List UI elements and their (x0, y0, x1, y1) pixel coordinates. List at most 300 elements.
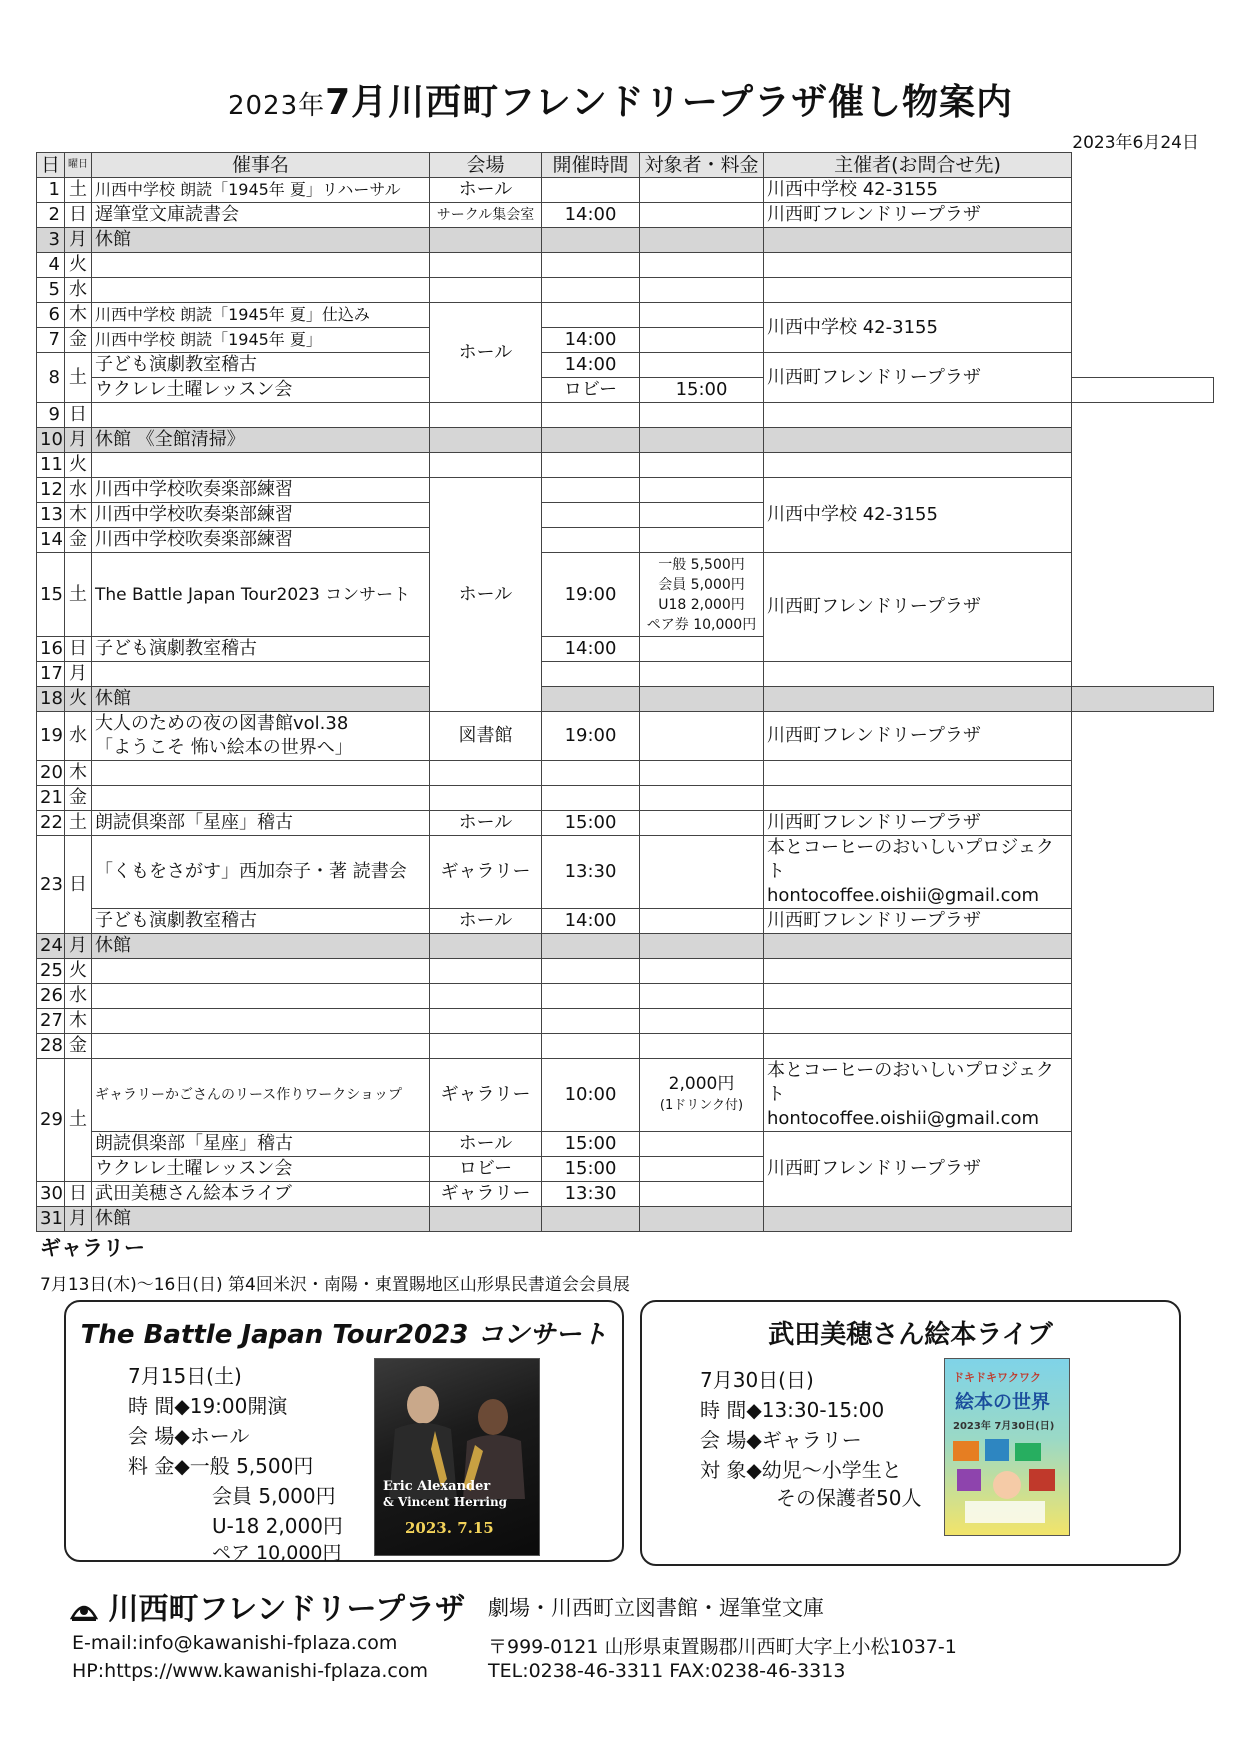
plaza-logo-icon (70, 1596, 98, 1622)
fee-u18: U18 2,000円 (658, 596, 745, 613)
day-cell: 5 (37, 278, 65, 303)
day-cell: 7 (37, 328, 65, 353)
table-header-row (37, 153, 1214, 178)
organizer-cell (764, 1009, 1072, 1034)
venue-cell (430, 253, 542, 278)
day-cell: 2 (37, 203, 65, 228)
venue-cell: ロビー (542, 378, 640, 403)
target-cell (640, 528, 764, 553)
event-cell (92, 1009, 430, 1034)
venue-cell: サークル集会室 (430, 203, 542, 228)
fee-member: 会員 5,000円 (658, 576, 745, 593)
table-row (37, 959, 1214, 984)
event-cell (92, 1034, 430, 1059)
day-cell: 19 (37, 712, 65, 761)
concert-fee-pair: ペア 10,000円 (212, 1542, 342, 1564)
event-line: 大人のための夜の図書館vol.38 (95, 713, 349, 734)
dow-cell: 金 (65, 786, 92, 811)
dow-cell: 水 (65, 712, 92, 761)
dow-cell: 金 (65, 528, 92, 553)
table-row (37, 909, 1214, 934)
target-cell (640, 1157, 764, 1182)
venue-text: ホール (458, 341, 513, 363)
table-row (37, 1059, 1214, 1132)
table-row (37, 1009, 1214, 1034)
day-cell: 22 (37, 811, 65, 836)
dow-cell: 月 (65, 428, 92, 453)
day-cell: 21 (37, 786, 65, 811)
target-cell (640, 1132, 764, 1157)
dow-cell: 月 (65, 1207, 92, 1232)
title-text: 7月川西町フレンドリープラザ催し物案内 (325, 82, 1014, 123)
footer-phone: TEL:0238-46-3311 FAX:0238-46-3313 (488, 1660, 846, 1682)
target-cell (640, 503, 764, 528)
time-cell: 13:30 (542, 836, 640, 909)
event-cell: 休館 (92, 228, 430, 253)
poster-subtitle: ドキドキワクワク (953, 1371, 1041, 1384)
time-cell (542, 503, 640, 528)
dow-cell: 日 (65, 637, 92, 662)
table-row (37, 178, 1214, 203)
time-cell: 14:00 (542, 637, 640, 662)
fee-pair: ペア券 10,000円 (646, 616, 757, 633)
fee-general: 一般 5,500円 (658, 556, 745, 573)
concert-title: The Battle Japan Tour2023 コンサート (80, 1320, 608, 1350)
time-cell: 14:00 (542, 909, 640, 934)
dow-cell: 水 (65, 984, 92, 1009)
organizer-cell (764, 1207, 1072, 1232)
target-cell (640, 478, 764, 503)
poster-title: 絵本の世界 (955, 1391, 1051, 1413)
day-cell: 1 (37, 178, 65, 203)
organizer-cell: 川西町フレンドリープラザ (764, 1132, 1072, 1207)
table-row (37, 761, 1214, 786)
dow-cell: 火 (65, 959, 92, 984)
event-cell (92, 959, 430, 984)
organizer-cell (764, 453, 1072, 478)
day-cell: 9 (37, 403, 65, 428)
venue-cell: ギャラリー (430, 836, 542, 909)
time-cell (542, 934, 640, 959)
target-cell (640, 1034, 764, 1059)
dow-cell: 月 (65, 228, 92, 253)
footer-brand (70, 1584, 465, 1628)
day-cell: 6 (37, 303, 65, 328)
day-cell: 28 (37, 1034, 65, 1059)
table-row (37, 1034, 1214, 1059)
footer-email[interactable]: E-mail:info@kawanishi-fplaza.com (72, 1632, 398, 1654)
organizer-cell: 川西中学校 42-3155 (764, 303, 1072, 353)
event-cell: ウクレレ土曜レッスン会 (92, 1157, 430, 1182)
venue-cell (430, 959, 542, 984)
organizer-cell (764, 1034, 1072, 1059)
day-cell: 4 (37, 253, 65, 278)
dow-cell: 水 (65, 278, 92, 303)
time-cell (542, 959, 640, 984)
venue-cell (430, 428, 542, 453)
concert-fee-general: 料 金◆一般 5,500円 (128, 1454, 314, 1478)
footer-address: 〒999-0121 山形県東置賜郡川西町大字上小松1037-1 (488, 1636, 957, 1658)
time-cell (542, 278, 640, 303)
event-cell: ギャラリーかごさんのリース作りワークショップ (92, 1059, 430, 1132)
time-cell (542, 528, 640, 553)
time-cell (542, 478, 640, 503)
picturebook-info-box (640, 1300, 1181, 1566)
event-cell (92, 761, 430, 786)
day-cell: 12 (37, 478, 65, 503)
day-cell: 17 (37, 662, 65, 687)
venue-cell: ホール (430, 478, 542, 712)
organizer-cell (764, 228, 1072, 253)
day-cell: 16 (37, 637, 65, 662)
venue-cell: 図書館 (430, 712, 542, 761)
organizer-name: 本とコーヒーのおいしいプロジェクト (767, 1060, 1054, 1105)
event-cell (92, 662, 430, 687)
dow-cell: 火 (65, 453, 92, 478)
venue-cell: ロビー (430, 1157, 542, 1182)
target-cell (640, 1059, 764, 1132)
day-cell: 10 (37, 428, 65, 453)
target-cell (640, 836, 764, 909)
header-organizer: 主催者(お問合せ先) (764, 153, 1072, 178)
concert-fee-member: 会員 5,000円 (212, 1484, 336, 1508)
table-row (37, 934, 1214, 959)
event-cell: 遅筆堂文庫読書会 (92, 203, 430, 228)
event-cell (92, 278, 430, 303)
table-row (37, 303, 1214, 328)
event-cell: 武田美穂さん絵本ライブ (92, 1182, 430, 1207)
day-cell: 14 (37, 528, 65, 553)
organizer-cell (764, 428, 1072, 453)
dow-cell: 日 (65, 836, 92, 934)
dow-cell: 金 (65, 1034, 92, 1059)
time-cell: 15:00 (542, 1132, 640, 1157)
fee-amount: 2,000円 (668, 1074, 735, 1094)
dow-cell: 月 (65, 934, 92, 959)
dow-cell: 土 (65, 811, 92, 836)
day-cell: 11 (37, 453, 65, 478)
event-cell: 休館 (92, 934, 430, 959)
organizer-cell (764, 934, 1072, 959)
time-cell (542, 1009, 640, 1034)
footer-homepage[interactable]: HP:https://www.kawanishi-fplaza.com (72, 1660, 428, 1682)
table-row (37, 1207, 1214, 1232)
target-cell (1072, 378, 1214, 403)
venue-cell (430, 984, 542, 1009)
organizer-cell (764, 253, 1072, 278)
target-cell (764, 687, 1072, 712)
concert-time: 時 間◆19:00開演 (128, 1394, 288, 1418)
venue-cell (542, 687, 640, 712)
concert-poster-image (374, 1358, 540, 1556)
footer-name: 川西町フレンドリープラザ (108, 1592, 466, 1627)
venue-cell: ホール (430, 1132, 542, 1157)
event-cell: 川西中学校 朗読「1945年 夏」リハーサル (92, 178, 430, 203)
venue-cell (430, 303, 542, 403)
target-cell (640, 1182, 764, 1207)
venue-cell: ギャラリー (430, 1182, 542, 1207)
organizer-cell: 川西町フレンドリープラザ (764, 811, 1072, 836)
target-cell (640, 303, 764, 328)
time-cell: 19:00 (542, 553, 640, 637)
table-row (37, 811, 1214, 836)
header-time: 開催時間 (542, 153, 640, 178)
target-cell (640, 203, 764, 228)
table-row (37, 403, 1214, 428)
time-cell (640, 687, 764, 712)
book-illustrations (945, 1435, 1069, 1535)
organizer-name: 本とコーヒーのおいしいプロジェクト (767, 837, 1054, 882)
time-cell: 14:00 (542, 353, 640, 378)
day-cell: 24 (37, 934, 65, 959)
venue-cell: ギャラリー (430, 1059, 542, 1132)
day-cell: 15 (37, 553, 65, 637)
venue-cell: ホール (430, 909, 542, 934)
event-cell: 休館 (92, 1207, 430, 1232)
event-cell (92, 712, 430, 761)
poster-performer-1: Eric Alexander (383, 1479, 491, 1494)
dow-cell: 木 (65, 1009, 92, 1034)
organizer-cell (764, 786, 1072, 811)
organizer-cell: 川西町フレンドリープラザ (764, 909, 1072, 934)
time-cell (542, 1034, 640, 1059)
target-cell (640, 353, 764, 378)
concert-fee-u18: U-18 2,000円 (212, 1514, 343, 1538)
organizer-cell: 川西町フレンドリープラザ (764, 353, 1072, 403)
page-title (0, 74, 1241, 125)
target-cell (640, 453, 764, 478)
table-row (37, 553, 1214, 637)
target-cell (640, 934, 764, 959)
table-row (37, 662, 1214, 687)
day-cell: 25 (37, 959, 65, 984)
dow-cell: 土 (65, 353, 92, 403)
time-cell: 19:00 (542, 712, 640, 761)
time-cell: 14:00 (542, 203, 640, 228)
event-cell: 朗読倶楽部「星座」稽古 (92, 811, 430, 836)
time-cell (542, 761, 640, 786)
concert-venue: 会 場◆ホール (128, 1424, 250, 1448)
venue-cell (430, 786, 542, 811)
organizer-cell: 川西町フレンドリープラザ (764, 712, 1072, 761)
time-cell (542, 786, 640, 811)
target-cell (640, 278, 764, 303)
day-cell: 29 (37, 1059, 65, 1182)
picturebook-time: 時 間◆13:30-15:00 (700, 1398, 885, 1422)
event-cell: 川西中学校 朗読「1945年 夏」仕込み (92, 303, 430, 328)
header-dow: 曜日 (65, 153, 92, 178)
day-cell: 13 (37, 503, 65, 528)
day-cell: 20 (37, 761, 65, 786)
poster-performer-2: & Vincent Herring (383, 1495, 508, 1509)
dow-cell: 日 (65, 1182, 92, 1207)
target-cell (640, 228, 764, 253)
fee-note: (1ドリンク付) (659, 1098, 744, 1113)
venue-cell (430, 761, 542, 786)
time-cell (542, 1207, 640, 1232)
event-cell: 子ども演劇教室稽古 (92, 353, 430, 378)
organizer-cell: 川西町フレンドリープラザ (764, 203, 1072, 228)
table-row (37, 353, 1214, 378)
event-cell (92, 453, 430, 478)
event-cell: 川西中学校吹奏楽部練習 (92, 503, 430, 528)
day-cell: 18 (37, 687, 65, 712)
time-cell (542, 428, 640, 453)
dow-cell: 日 (65, 203, 92, 228)
table-row (37, 453, 1214, 478)
venue-cell: ホール (430, 811, 542, 836)
day-cell: 26 (37, 984, 65, 1009)
day-cell: 30 (37, 1182, 65, 1207)
time-cell: 15:00 (542, 1157, 640, 1182)
table-row (37, 1132, 1214, 1157)
venue-cell (430, 278, 542, 303)
target-cell (640, 428, 764, 453)
event-cell: 休館 《全館清掃》 (92, 428, 430, 453)
table-row (37, 836, 1214, 909)
poster-date: 2023. 7.15 (405, 1519, 494, 1537)
target-cell (640, 403, 764, 428)
dow-cell: 土 (65, 178, 92, 203)
day-cell: 3 (37, 228, 65, 253)
concert-date: 7月15日(土) (128, 1364, 242, 1388)
organizer-cell (764, 984, 1072, 1009)
dow-cell: 木 (65, 303, 92, 328)
time-cell: 15:00 (640, 378, 764, 403)
time-cell: 14:00 (542, 328, 640, 353)
dow-cell: 木 (65, 761, 92, 786)
table-row (37, 228, 1214, 253)
time-cell (542, 403, 640, 428)
organizer-cell (764, 1059, 1072, 1132)
footer-facilities: 劇場・川西町立図書館・遅筆堂文庫 (488, 1596, 824, 1620)
target-cell (640, 1009, 764, 1034)
dow-cell: 金 (65, 328, 92, 353)
organizer-cell: 川西町フレンドリープラザ (764, 553, 1072, 662)
dow-cell: 木 (65, 503, 92, 528)
event-cell (92, 786, 430, 811)
target-cell (640, 712, 764, 761)
event-cell: The Battle Japan Tour2023 コンサート (92, 553, 430, 637)
organizer-cell (764, 959, 1072, 984)
target-cell (640, 959, 764, 984)
event-cell (92, 253, 430, 278)
venue-cell (430, 178, 542, 203)
header-target: 対象者・料金 (640, 153, 764, 178)
schedule-table (36, 152, 1214, 1232)
venue-cell (430, 228, 542, 253)
table-row (37, 203, 1214, 228)
target-cell (640, 637, 764, 662)
target-cell (640, 811, 764, 836)
venue-cell (430, 1207, 542, 1232)
event-line: 「ようこそ 怖い絵本の世界へ」 (95, 737, 353, 758)
event-cell: 川西中学校吹奏楽部練習 (92, 528, 430, 553)
organizer-email: hontocoffee.oishii@gmail.com (767, 885, 1040, 906)
target-cell (640, 178, 764, 203)
event-cell: 朗読倶楽部「星座」稽古 (92, 1132, 430, 1157)
organizer-cell (764, 278, 1072, 303)
event-cell (92, 984, 430, 1009)
picturebook-venue: 会 場◆ギャラリー (700, 1428, 862, 1452)
time-cell (542, 453, 640, 478)
picturebook-target-1: 対 象◆幼児〜小学生と (700, 1458, 902, 1482)
day-cell: 23 (37, 836, 65, 934)
target-cell (640, 253, 764, 278)
time-cell (542, 662, 640, 687)
dow-cell: 火 (65, 687, 92, 712)
dow-cell: 水 (65, 478, 92, 503)
venue-cell (430, 934, 542, 959)
poster-date: 2023年 7月30日(日) (953, 1421, 1055, 1432)
event-cell: 「くもをさがす」西加奈子・著 読書会 (92, 836, 430, 909)
table-row (37, 278, 1214, 303)
event-cell: ウクレレ土曜レッスン会 (92, 378, 430, 403)
table-row (37, 712, 1214, 761)
organizer-cell (764, 836, 1072, 909)
event-cell: 川西中学校吹奏楽部練習 (92, 478, 430, 503)
time-cell (542, 253, 640, 278)
event-cell: 子ども演劇教室稽古 (92, 637, 430, 662)
table-row (37, 786, 1214, 811)
time-cell (542, 984, 640, 1009)
day-cell: 8 (37, 353, 65, 403)
time-cell (542, 228, 640, 253)
venue-text: ホール (458, 179, 513, 200)
venue-cell (430, 1009, 542, 1034)
table-row (37, 687, 1214, 712)
table-row (37, 984, 1214, 1009)
event-cell: 休館 (92, 687, 430, 712)
event-cell (92, 403, 430, 428)
venue-cell (430, 1034, 542, 1059)
gallery-exhibition: 7月13日(木)〜16日(日) 第4回米沢・南陽・東置賜地区山形県民書道会会員展 (40, 1275, 630, 1295)
dow-cell: 火 (65, 253, 92, 278)
time-cell (542, 303, 640, 328)
dow-cell: 土 (65, 1059, 92, 1182)
time-cell: 15:00 (542, 811, 640, 836)
gallery-heading: ギャラリー (40, 1236, 145, 1260)
target-cell (640, 1207, 764, 1232)
header-day: 日 (37, 153, 65, 178)
picturebook-title: 武田美穂さん絵本ライブ (768, 1320, 1053, 1350)
dow-cell: 土 (65, 553, 92, 637)
target-cell (640, 761, 764, 786)
header-event: 催事名 (92, 153, 430, 178)
venue-cell (430, 453, 542, 478)
time-cell: 10:00 (542, 1059, 640, 1132)
organizer-cell (764, 403, 1072, 428)
dow-cell: 日 (65, 403, 92, 428)
event-cell: 子ども演劇教室稽古 (92, 909, 430, 934)
organizer-cell: 川西中学校 42-3155 (764, 178, 1072, 203)
target-cell (640, 909, 764, 934)
time-cell (542, 178, 640, 203)
table-row (37, 478, 1214, 503)
table-row (37, 428, 1214, 453)
event-cell: 川西中学校 朗読「1945年 夏」 (92, 328, 430, 353)
target-cell (640, 662, 764, 687)
picturebook-date: 7月30日(日) (700, 1368, 814, 1392)
concert-info-box (64, 1300, 624, 1562)
target-cell (640, 984, 764, 1009)
picturebook-poster-image (944, 1358, 1070, 1536)
organizer-cell: 川西中学校 42-3155 (764, 478, 1072, 553)
issue-date: 2023年6月24日 (1072, 133, 1199, 153)
organizer-cell (764, 761, 1072, 786)
organizer-cell (1072, 687, 1214, 712)
venue-cell (430, 403, 542, 428)
